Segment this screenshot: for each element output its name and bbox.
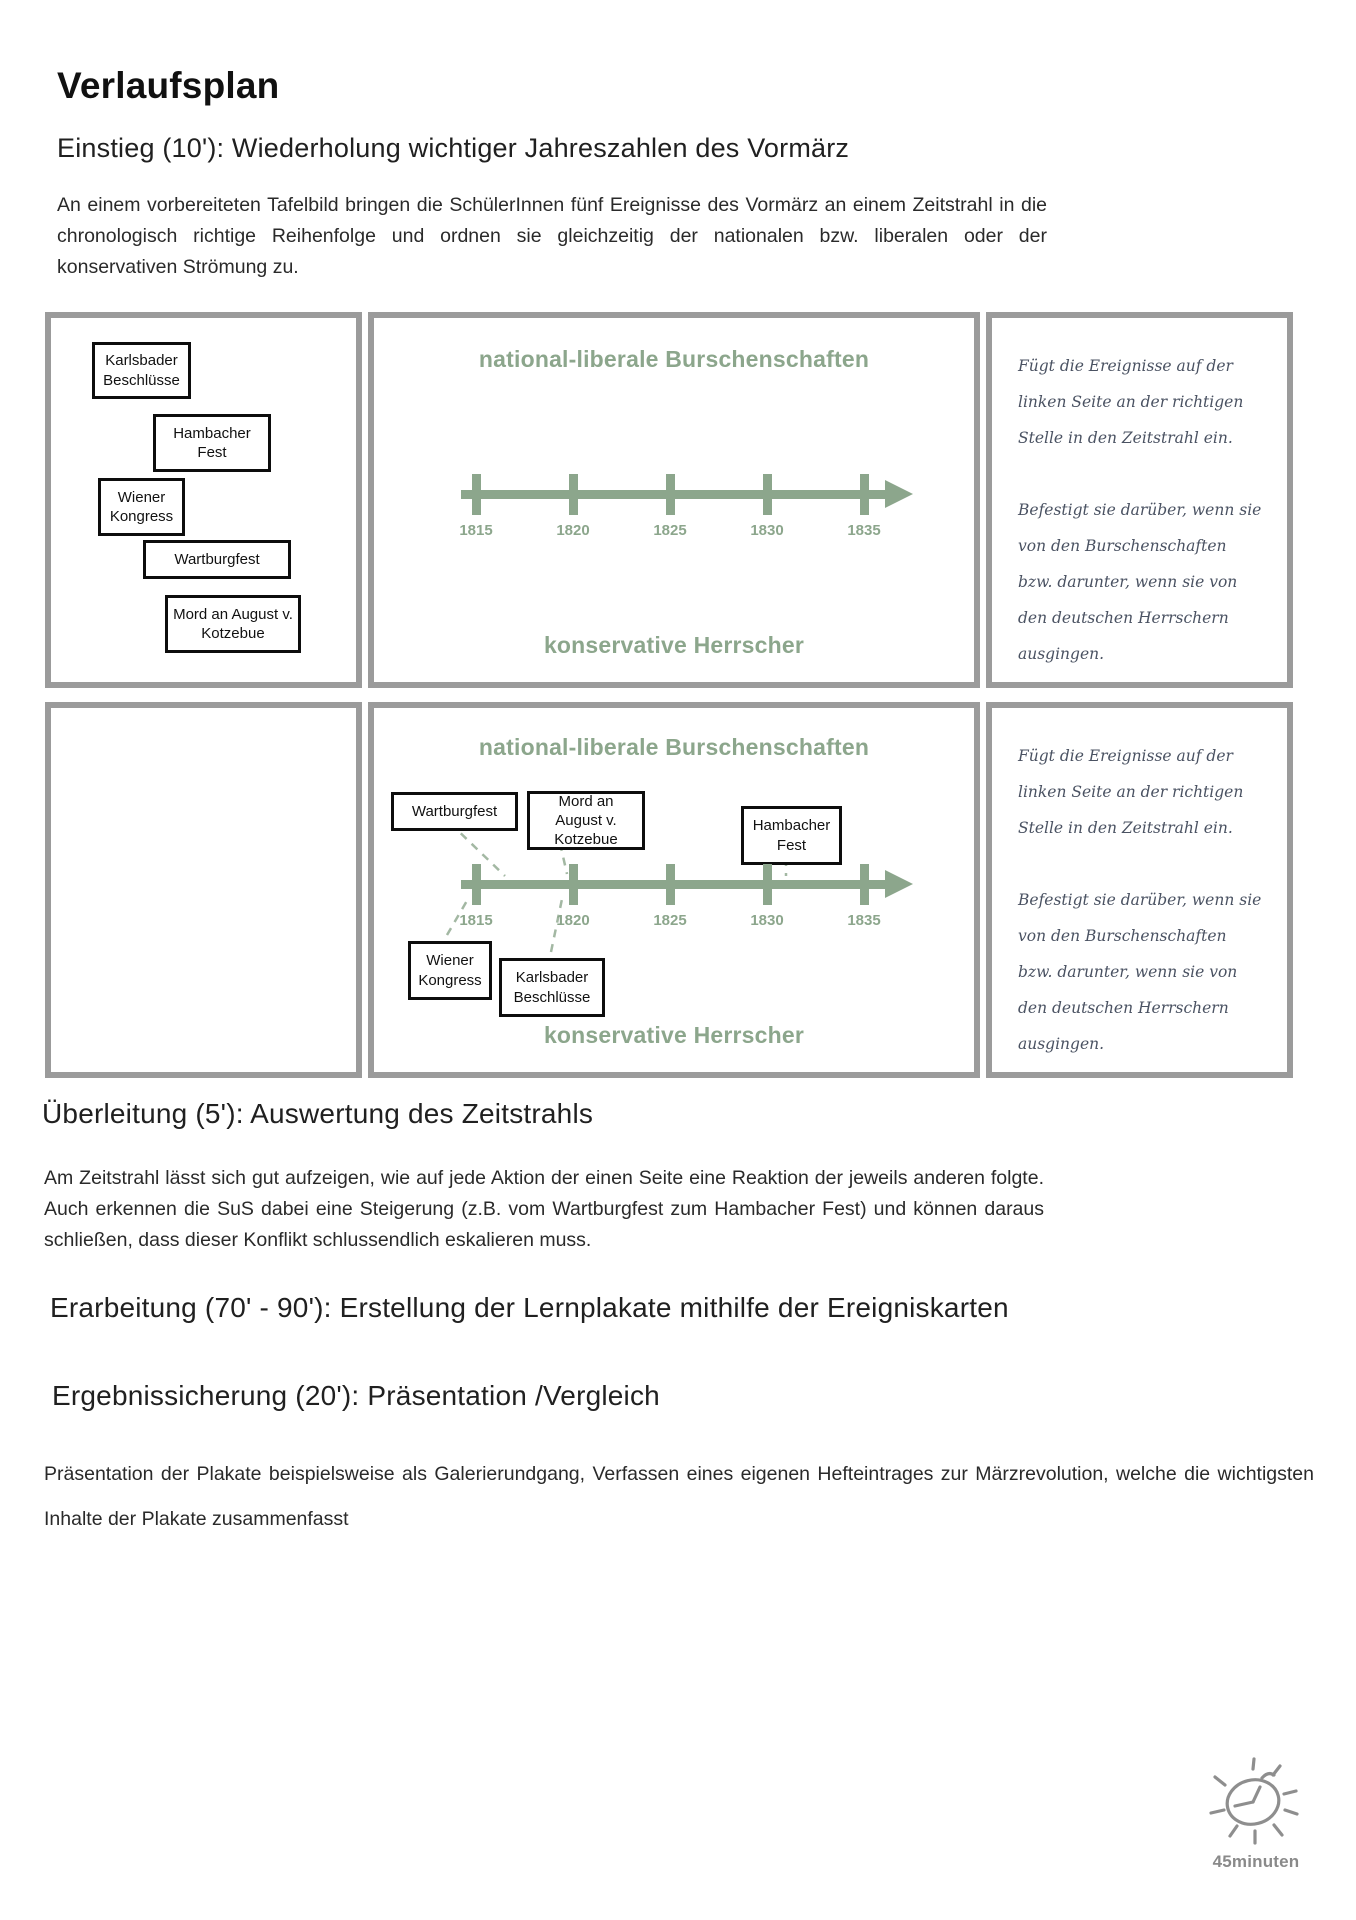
event-card-mord-kotzebue: Mord an August v. Kotzebue	[165, 595, 301, 653]
paragraph-einstieg: An einem vorbereiteten Tafelbild bringen die SchülerInnen fünf Ereignisse des Vormärz an einem Zeitstrahl in die chronologisch richtige Reihenfolge und ordnen sie gleichzeitig der nationalen bzw. liberalen oder der konservativen Strömung zu.	[57, 194, 1047, 278]
heading-einstieg: Einstieg (10'): Wiederholung wichtiger Jahreszahlen des Vormärz	[57, 133, 850, 163]
paragraph-ueberleitung: Am Zeitstrahl lässt sich gut aufzeigen, wie auf jede Aktion der einen Seite eine Reaktion der jeweils anderen folgte. Auch erkennen die SuS dabei eine Steigerung (z.B. vom Wartburgfest zum Hambacher Fest) und können daraus schließen, dass dieser Konflikt schlussendlich eskalieren muss.	[44, 1167, 1044, 1251]
label-burschenschaften: national-liberale Burschenschaften	[478, 734, 870, 760]
board-row-2	[45, 702, 1293, 1078]
logo-text: 45minuten	[1212, 1852, 1300, 1871]
year-label: 1830	[750, 912, 784, 929]
heading-erarbeitung: Erarbeitung (70' - 90'): Erstellung der Lernplakate mithilfe der Ereigniskarten	[50, 1292, 1009, 1323]
timeline-tick-1820	[569, 864, 578, 905]
timeline-tick-1815	[472, 864, 481, 905]
year-label: 1835	[847, 912, 881, 929]
instruction-paragraph: Fügt die Ereignisse auf der linken Seite an der richtigen Stelle in den Zeitstrahl ein.	[1018, 357, 1244, 447]
event-card-wartburgfest: Wartburgfest	[391, 792, 518, 831]
timeline-tick-1815	[472, 474, 481, 515]
label-konservative-herrscher: konservative Herrscher	[543, 1022, 805, 1048]
timeline-tick-1825	[666, 474, 675, 515]
event-card-mord-kotzebue: Mord an August v. Kotzebue	[527, 791, 645, 850]
timeline-arrow-icon	[885, 480, 913, 508]
board1-cards-panel	[45, 312, 362, 688]
page-title: Verlaufsplan	[57, 64, 280, 106]
timeline-tick-1820	[569, 474, 578, 515]
board2-timeline-panel	[368, 702, 980, 1078]
year-label: 1820	[556, 522, 590, 539]
event-card-wiener-kongress: Wiener Kongress	[98, 478, 185, 536]
instruction-paragraph: Fügt die Ereignisse auf der linken Seite an der richtigen Stelle in den Zeitstrahl ein.	[1018, 747, 1244, 837]
board1-timeline-panel	[368, 312, 980, 688]
timeline-tick-1835	[860, 474, 869, 515]
label-konservative-herrscher: konservative Herrscher	[543, 632, 805, 658]
timeline-tick-1835	[860, 864, 869, 905]
event-card-wiener-kongress: Wiener Kongress	[408, 941, 492, 1000]
handwritten-instructions	[992, 318, 1287, 682]
timeline-tick-1825	[666, 864, 675, 905]
event-card-wartburgfest: Wartburgfest	[143, 540, 291, 579]
timeline-tick-1830	[763, 474, 772, 515]
year-label: 1830	[750, 522, 784, 539]
event-card-karlsbader-beschluesse: Karlsbader Beschlüsse	[92, 342, 191, 399]
instruction-paragraph: Befestigt sie darüber, wenn sie von den Burschenschaften bzw. darunter, wenn sie von den deutschen Herrschern ausgingen.	[1018, 501, 1262, 663]
year-label: 1815	[459, 522, 493, 539]
year-label: 1820	[556, 912, 590, 929]
paragraph-ergebnissicherung: Präsentation der Plakate beispielsweise als Galerierundgang, Verfassen eines eigenen Hefteintrages zur Märzrevolution, welche die wichtigsten Inhalte der Plakate zusammenfasst	[44, 1463, 1314, 1530]
year-label: 1825	[653, 522, 687, 539]
board-row-1	[45, 312, 1293, 688]
heading-ueberleitung: Überleitung (5'): Auswertung des Zeitstrahls	[42, 1098, 594, 1129]
timeline-tick-1830	[763, 864, 772, 905]
event-card-hambacher-fest: Hambacher Fest	[153, 414, 271, 472]
board2-instructions-panel	[986, 702, 1293, 1078]
sun-clock-icon	[1196, 1752, 1316, 1852]
year-label: 1835	[847, 522, 881, 539]
label-burschenschaften: national-liberale Burschenschaften	[478, 346, 870, 372]
board2-empty-panel	[45, 702, 362, 1078]
event-card-karlsbader-beschluesse: Karlsbader Beschlüsse	[499, 958, 605, 1017]
board1-instructions-panel	[986, 312, 1293, 688]
instruction-paragraph: Befestigt sie darüber, wenn sie von den Burschenschaften bzw. darunter, wenn sie von den deutschen Herrschern ausgingen.	[1018, 891, 1262, 1053]
timeline-arrow-icon	[885, 870, 913, 898]
year-label: 1825	[653, 912, 687, 929]
heading-ergebnissicherung: Ergebnissicherung (20'): Präsentation /Vergleich	[52, 1380, 660, 1411]
handwritten-instructions	[992, 708, 1287, 1072]
event-card-hambacher-fest: Hambacher Fest	[741, 806, 842, 865]
footer-logo	[1196, 1752, 1316, 1877]
year-label: 1815	[459, 912, 493, 929]
